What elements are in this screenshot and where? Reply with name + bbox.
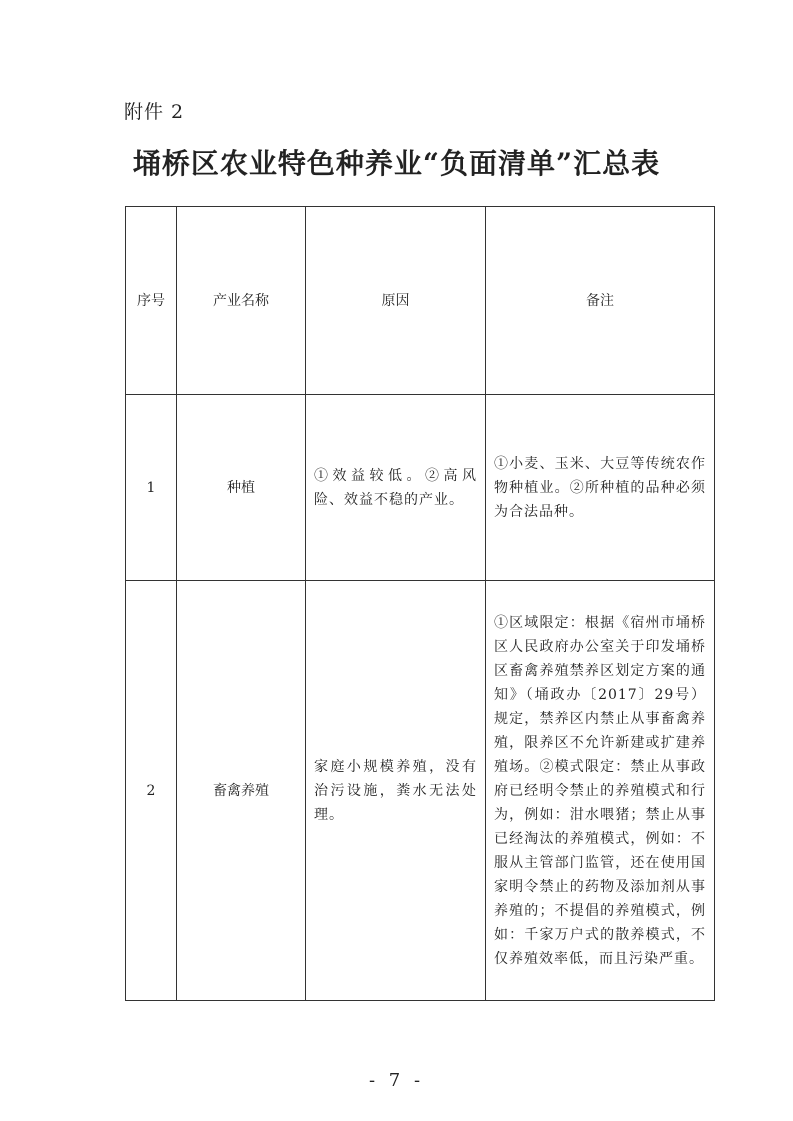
- table-row: [126, 395, 715, 581]
- header-reason: 原因: [306, 207, 486, 395]
- row-reason: 家庭小规模养殖，没有治污设施，粪水无法处理。: [306, 581, 486, 1001]
- header-industry-name: 产业名称: [177, 207, 306, 395]
- header-remarks: 备注: [486, 207, 715, 395]
- row-remarks: ①小麦、玉米、大豆等传统农作物种植业。②所种植的品种必须为合法品种。: [486, 395, 715, 581]
- negative-list-table: [125, 206, 715, 1001]
- row-industry-name: 种植: [177, 395, 306, 581]
- row-serial: 2: [126, 581, 177, 1001]
- row-serial: 1: [126, 395, 177, 581]
- table-header-row: [126, 207, 715, 395]
- row-industry-name: 畜禽养殖: [177, 581, 306, 1001]
- document-title: 埇桥区农业特色种养业“负面清单”汇总表: [132, 147, 661, 180]
- page-number: - 7 -: [368, 1070, 425, 1091]
- table-row: [126, 581, 715, 1001]
- row-remarks: ①区域限定：根据《宿州市埇桥区人民政府办公室关于印发埇桥区畜禽养殖禁养区划定方案的通知》（埇政办〔2017〕29号）规定，禁养区内禁止从事畜禽养殖，限养区不允许新建或扩建养殖场。②模式限定：禁止从事政府已经明令禁止的养殖模式和行为，例如：泔水喂猪；禁止从事已经淘汰的养殖模式，例如：不服从主管部门监管，还在使用国家明令禁止的药物及添加剂从事养殖的；不提倡的养殖模式，例如：千家万户式的散养模式，不仅养殖效率低，而且污染严重。: [486, 581, 715, 1001]
- header-serial: 序号: [126, 207, 177, 395]
- attachment-label: 附件 2: [124, 101, 185, 123]
- row-reason: ①效益较低。②高风险、效益不稳的产业。: [306, 395, 486, 581]
